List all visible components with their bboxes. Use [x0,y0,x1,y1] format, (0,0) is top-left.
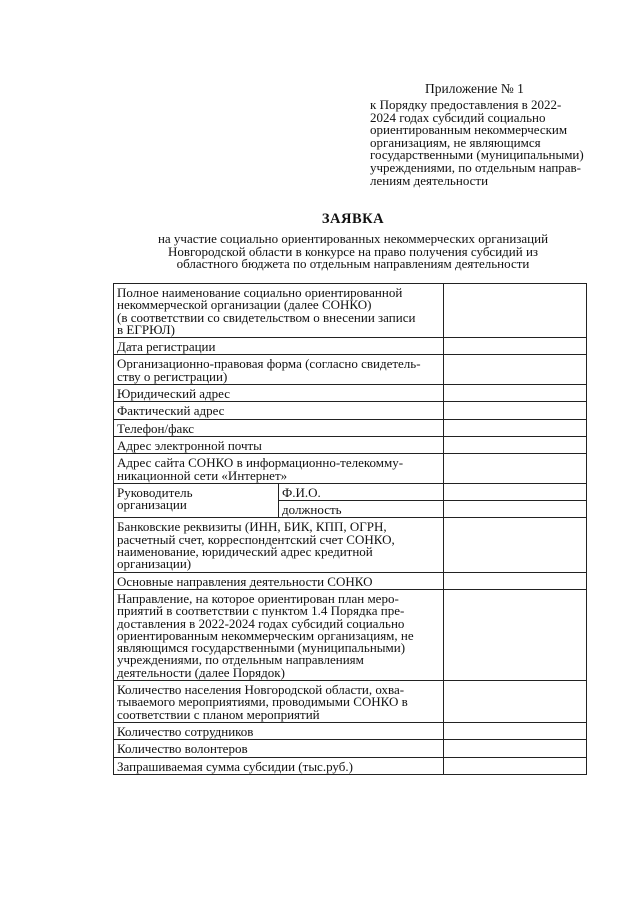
form-row-plan-direction [114,589,587,680]
form-label: Количество населения Новгородской области, охва- тываемого мероприятиями, проводимыми СОНКО в соответствии с планом мероприятий [114,681,444,723]
form-value-cell [444,722,587,739]
form-value-cell [444,355,587,385]
form-value-cell [444,681,587,723]
form-row-email [114,436,587,453]
form-row-actual-address [114,402,587,419]
form-row-population-covered [114,681,587,723]
form-value-cell [444,757,587,774]
form-label: Дата регистрации [114,338,444,355]
form-row-registration-date [114,338,587,355]
form-value-cell [444,338,587,355]
document-subtitle: на участие социально ориентированных некоммерческих организаций Новгородской области в конкурсе на право получения субсидий из областного бюджета по отдельным направлениям деятельности [157,231,549,272]
form-row-bank-details [114,518,587,572]
form-value-cell [444,501,587,518]
form-row-full-name [114,284,587,338]
form-label: Запрашиваемая сумма субсидии (тыс.руб.) [114,757,444,774]
form-label: Основные направления деятельности СОНКО [114,572,444,589]
form-row-main-activities [114,572,587,589]
form-row-legal-form [114,355,587,385]
form-row-employees [114,722,587,739]
form-label: Фактический адрес [114,402,444,419]
form-label: Количество волонтеров [114,740,444,757]
form-row-website [114,454,587,484]
form-label: Направление, на которое ориентирован план меро- приятий в соответствии с пунктом 1.4 Порядка пре- доставления в 2022-2024 годах субсидий социально ориентированным некоммерческим организациям, не являющимся государственными (муниципальными) учреждениями, по отдельным направлениям деятельности (далее Порядок) [114,589,444,680]
form-label: Количество сотрудников [114,722,444,739]
document-title: ЗАЯВКА [321,211,385,227]
form-value-cell [444,589,587,680]
form-value-cell [444,436,587,453]
form-value-cell [444,740,587,757]
form-label: Банковские реквизиты (ИНН, БИК, КПП, ОГРН, расчетный счет, корреспондентский счет СОНКО, наименование, юридический адрес кредитной организации) [114,518,444,572]
form-value-cell [444,402,587,419]
form-row-legal-address [114,385,587,402]
form-label: Адрес электронной почты [114,436,444,453]
appendix-description: к Порядку предоставления в 2022- 2024 годах субсидий социально ориентированным некоммерческим организациям, не являющимся государственными (муниципальными) учреждениями, по отдельным направ- лениям деятельности [370,97,584,188]
form-row-subsidy-amount [114,757,587,774]
form-label: Телефон/факс [114,419,444,436]
form-row-volunteers [114,740,587,757]
appendix-title: Приложение № 1 [425,81,524,96]
form-value-cell [444,419,587,436]
form-value-cell [444,284,587,338]
form-label: Адрес сайта СОНКО в информационно-телекомму- никационной сети «Интернет» [114,454,444,484]
form-label: Полное наименование социально ориентированной некоммерческой организации (далее СОНКО) (в соответствии со свидетельством о внесении записи в ЕГРЮЛ) [114,284,444,338]
form-label: Юридический адрес [114,385,444,402]
application-form-table [113,283,587,775]
form-value-cell [444,385,587,402]
form-label-head: Руководитель организации [114,483,279,518]
form-row-phone-fax [114,419,587,436]
form-label: Организационно-правовая форма (согласно свидетель- ству о регистрации) [114,355,444,385]
form-value-cell [444,454,587,484]
form-label-head-name: Ф.И.О. [279,483,444,500]
form-value-cell [444,572,587,589]
form-value-cell [444,518,587,572]
form-row-head-name [114,483,587,500]
form-value-cell [444,483,587,500]
form-label-head-position: должность [279,501,444,518]
